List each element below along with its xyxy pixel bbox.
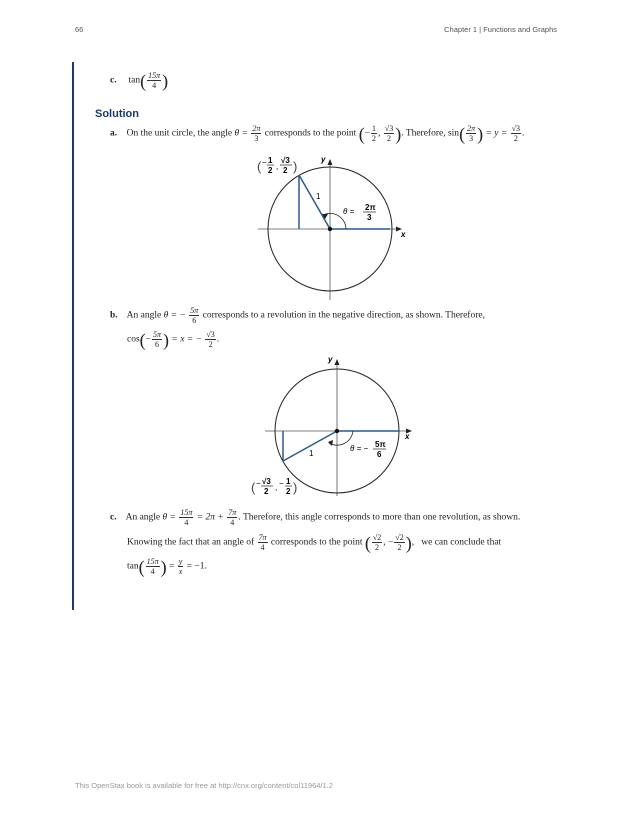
theta-num: 2π [365,203,376,212]
point-y-den: 2 [286,487,291,496]
part-a-text: a. On the unit circle, the angle θ = $\frac{2\pi}{3}$ corresponds to the point (− $\frac{1}{2}$ , $\frac{√3}{2}$ ). Therefore, sin( $\frac{2\pi}{3}$ ) = y = $\frac{√3}{2}$ . [110,123,525,144]
theta-num: 5π [375,440,386,449]
solution-heading: Solution [95,108,139,120]
point-y-den: 2 [283,166,288,175]
point-x-num: √3 [262,477,271,486]
point-x-sign: − [256,479,261,488]
origin-point [335,429,339,433]
point-open-paren: ( [257,159,262,174]
point-x-sign: − [262,158,267,167]
x-axis-label: x [405,432,410,441]
point-open-paren: ( [251,480,256,495]
point-x-den: 2 [268,166,273,175]
point-x-den: 2 [264,487,269,496]
radius-label: 1 [316,192,321,201]
y-axis-arrow [328,159,333,165]
point-comma: , [275,483,278,492]
unit-circle-figure-a [250,150,410,305]
point-close-paren: ) [293,480,298,495]
point-x-num: 1 [268,156,273,165]
unit-circle-figure-b [250,350,420,500]
footer-note: This OpenStax book is available for free at http://cnx.org/content/col11964/1.2 [75,781,333,790]
part-b-equation: cos(− $\frac{5\pi}{6}$ ) = x = − $\frac{√3}{2}$ . [127,329,220,350]
terminal-side [299,175,330,229]
theta-label: θ = [343,207,355,216]
point-comma: , [276,162,279,171]
theta-den: 3 [367,213,372,222]
chapter-title: Chapter 1 | Functions and Graphs [444,25,557,34]
page-number: 66 [75,25,84,34]
angle-arrowhead [328,440,333,446]
theta-label: θ = − [350,444,369,453]
point-close-paren: ) [293,159,298,174]
part-c-line1: c. An angle θ = $\frac{15\pi}{4}$ = 2π + $\frac{7\pi}{4}$ . Therefore, this angle corresponds to more than one revolution, as shown. [110,508,521,527]
point-y-num: 1 [286,477,291,486]
point-y-num: √3 [281,156,290,165]
theta-den: 6 [377,450,382,459]
example-sidebar-rule [72,62,74,610]
y-axis-label: y [328,355,333,364]
point-y-sign: − [279,479,284,488]
radius-label: 1 [309,449,314,458]
x-axis-label: x [401,230,406,239]
part-c-line2: Knowing the fact that an angle of $\frac{7\pi}{4}$ corresponds to the point ( $\frac{√2}{2}$ , − $\frac{√2}{2}$ ), we can conclude that [127,532,502,553]
part-b-text: b. An angle θ = − $\frac{5\pi}{6}$ corresponds to a revolution in the negative direction, as shown. Therefore, [110,306,485,325]
y-axis-arrow [335,359,340,365]
problem-c: c. tan( $\frac{15\pi}{4}$ ) [110,70,169,91]
y-axis-label: y [321,155,326,164]
origin-point [328,227,332,231]
part-c-equation: tan( $\frac{15\pi}{4}$ ) = $\frac{y}{x}$ = −1. [127,556,207,577]
